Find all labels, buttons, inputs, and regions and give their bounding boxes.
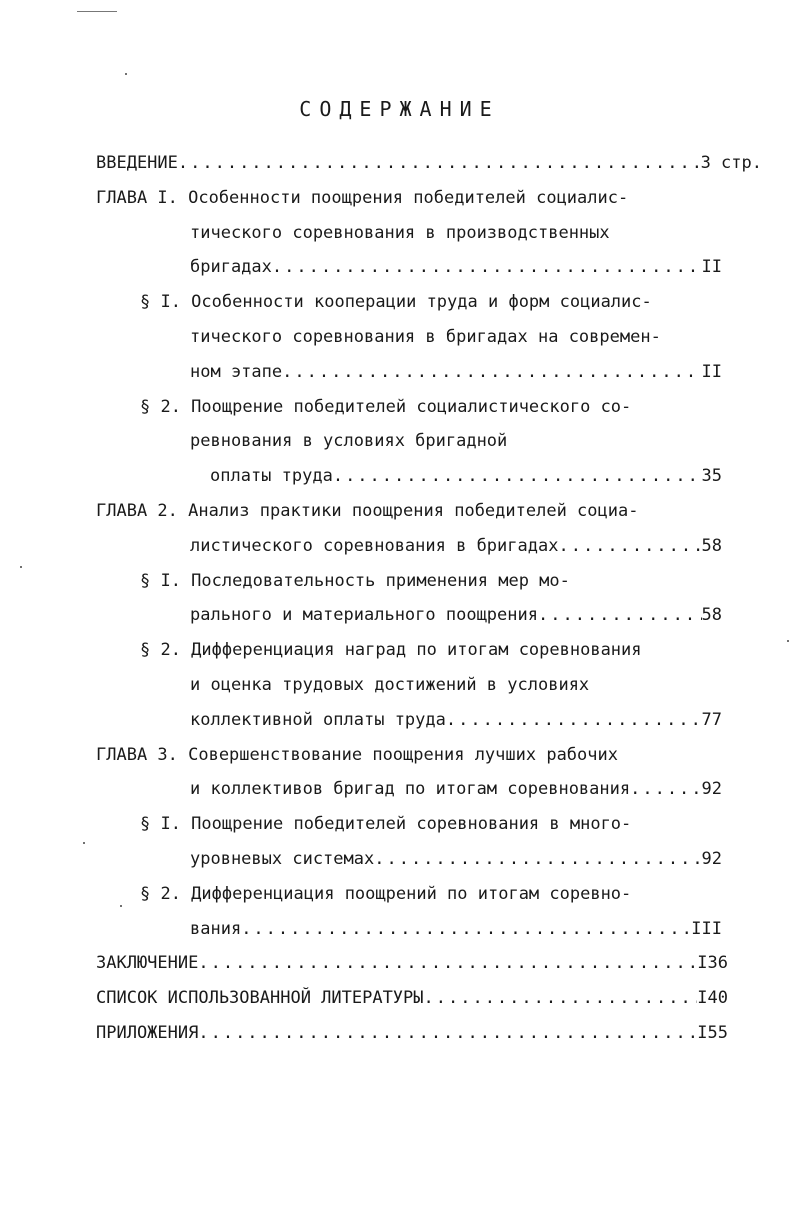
toc-entry-label: листического соревнования в бригадах xyxy=(190,535,559,556)
dot-leader xyxy=(424,983,698,1013)
toc-entry xyxy=(96,948,728,978)
toc-entry xyxy=(96,148,762,178)
scan-speck xyxy=(83,842,85,844)
toc-entry-label: вания xyxy=(190,918,242,939)
page-title: СОДЕРЖАНИЕ xyxy=(299,97,500,121)
toc-page-number: 77 xyxy=(701,709,722,730)
toc-heading-line: § 2. Дифференциация наград по итогам соревнования xyxy=(140,640,642,661)
toc-page-number: I40 xyxy=(697,988,728,1009)
toc-entry-label: коллективной оплаты труда xyxy=(190,709,446,730)
toc-page-number: 92 xyxy=(701,849,722,869)
toc-page-number: II xyxy=(701,361,722,382)
scan-speck xyxy=(125,73,127,75)
toc-entry xyxy=(210,461,722,491)
toc-entry xyxy=(190,357,722,387)
toc-entry xyxy=(190,914,722,944)
toc-entry-label: и коллективов бригад по итогам соревнования xyxy=(190,779,631,800)
toc-heading-line: ГЛАВА 3. Совершенствование поощрения лучших рабочих xyxy=(96,744,618,765)
dot-leader xyxy=(630,774,701,804)
toc-entry-label: ВВЕДЕНИЕ xyxy=(96,153,178,173)
toc-heading-line: тического соревнования в бригадах на современ- xyxy=(190,327,661,347)
toc-entry xyxy=(96,983,728,1013)
toc-entry xyxy=(96,1018,728,1048)
scan-speck xyxy=(20,566,22,568)
toc-entry xyxy=(190,600,722,630)
toc-heading-line: ревнования в условиях бригадной xyxy=(190,431,508,452)
toc-page-number: I36 xyxy=(697,953,728,974)
toc-entry-label: СПИСОК ИСПОЛЬЗОВАННОЙ ЛИТЕРАТУРЫ xyxy=(96,988,424,1009)
toc-heading-line: ГЛАВА 2. Анализ практики поощрения победителей социа- xyxy=(96,501,639,521)
toc-entry xyxy=(190,844,722,874)
dot-leader xyxy=(282,357,701,387)
toc-heading-line: § I. Последовательность применения мер мо- xyxy=(140,570,570,591)
dot-leader xyxy=(241,914,691,944)
dot-leader xyxy=(558,531,701,561)
toc-page-number: 58 xyxy=(701,535,722,556)
toc-entry xyxy=(190,252,722,282)
toc-page-number: 3 стр. xyxy=(700,153,762,173)
toc-heading-line: ГЛАВА I. Особенности поощрения победителей социалис- xyxy=(96,187,629,208)
toc-entry-label: оплаты труда xyxy=(210,466,333,487)
toc-entry xyxy=(190,705,722,735)
dot-leader xyxy=(272,252,702,282)
toc-page-number: I55 xyxy=(697,1023,728,1043)
toc-entry-label: рального и материального поощрения xyxy=(190,605,538,626)
toc-entry xyxy=(190,774,722,804)
toc-entry-label: уровневых системах xyxy=(190,849,375,869)
toc-heading-line: § 2. Поощрение победителей социалистического со- xyxy=(140,396,632,417)
dot-leader xyxy=(446,705,702,735)
toc-heading-line: § 2. Дифференциация поощрений по итогам соревно- xyxy=(140,883,632,904)
toc-heading-line: тического соревнования в производственных xyxy=(190,222,610,243)
scan-speck xyxy=(120,905,122,907)
dot-leader xyxy=(198,948,697,978)
dot-leader xyxy=(374,844,701,874)
scan-speck xyxy=(787,640,789,642)
toc-page-number: III xyxy=(691,918,722,939)
toc-page-number: 58 xyxy=(701,605,722,626)
toc-entry-label: ЗАКЛЮЧЕНИЕ xyxy=(96,953,199,974)
toc-page-number: II xyxy=(701,257,722,278)
dot-leader xyxy=(198,1018,697,1048)
toc-heading-line: и оценка трудовых достижений в условиях xyxy=(190,675,590,695)
dot-leader xyxy=(333,461,702,491)
toc-heading-line: § I. Поощрение победителей соревнования в много- xyxy=(140,814,632,835)
toc-entry xyxy=(190,531,722,561)
toc-page-number: 35 xyxy=(701,466,722,487)
toc-page-number: 92 xyxy=(701,779,722,800)
scan-mark xyxy=(77,11,117,12)
dot-leader xyxy=(178,148,701,178)
toc-entry-label: ПРИЛОЖЕНИЯ xyxy=(96,1023,199,1043)
toc-entry-label: ном этапе xyxy=(190,361,283,382)
dot-leader xyxy=(538,600,702,630)
toc-entry-label: бригадах xyxy=(190,257,272,278)
toc-heading-line: § I. Особенности кооперации труда и форм социалис- xyxy=(140,292,652,313)
